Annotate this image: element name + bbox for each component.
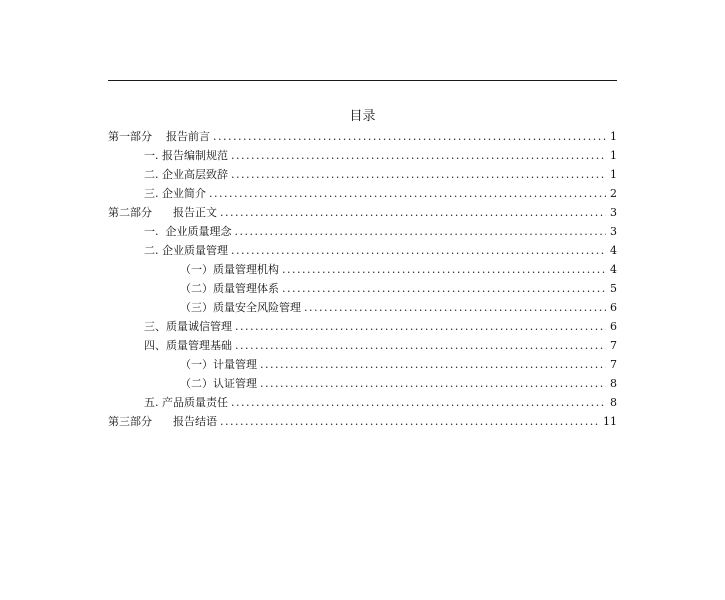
dot-leader <box>231 146 606 165</box>
dot-leader <box>260 355 606 374</box>
toc-entry-certification[interactable] <box>108 374 617 393</box>
dot-leader <box>231 393 606 412</box>
toc-entry-page: 1 <box>610 130 617 143</box>
toc-entry-label: （三）质量安全风险管理 <box>180 301 301 314</box>
toc-entry-label: 五. 产品质量责任 <box>144 396 228 409</box>
toc-entry-label: 一. 报告编制规范 <box>144 149 228 162</box>
toc-entry-label: 二. 企业高层致辞 <box>144 168 228 181</box>
toc-entry-page: 8 <box>610 396 617 409</box>
toc-entry-label: （二）认证管理 <box>180 377 257 390</box>
toc-entry-part-2[interactable] <box>108 203 617 222</box>
toc-entry-page: 11 <box>603 415 617 428</box>
toc-entry-part-1[interactable] <box>108 127 617 146</box>
toc-entry-label: 第三部分 报告结语 <box>108 415 217 428</box>
toc-entry-label: 三. 企业简介 <box>144 187 206 200</box>
toc-entry-page: 3 <box>610 225 617 238</box>
dot-leader <box>235 336 606 355</box>
toc-title: 目录 <box>349 109 376 124</box>
toc-entry-quality-system[interactable] <box>108 279 617 298</box>
dot-leader <box>231 241 606 260</box>
toc-entry-page: 1 <box>610 168 617 181</box>
dot-leader <box>231 165 606 184</box>
toc-entry-risk-management[interactable] <box>108 298 617 317</box>
toc-entry-label: 第二部分 报告正文 <box>108 206 217 219</box>
dot-leader <box>213 127 606 146</box>
dot-leader <box>282 279 606 298</box>
toc-entry-label: 三、质量诚信管理 <box>144 320 232 333</box>
toc-entry-page: 5 <box>610 282 617 295</box>
toc-entry-label: 四、质量管理基础 <box>144 339 232 352</box>
toc-entry-page: 7 <box>610 339 617 352</box>
dot-leader <box>282 260 606 279</box>
toc-entry-label: （二）质量管理体系 <box>180 282 279 295</box>
dot-leader <box>235 317 606 336</box>
dot-leader <box>209 184 606 203</box>
dot-leader <box>235 222 607 241</box>
toc-entry-page: 6 <box>610 320 617 333</box>
dot-leader <box>220 412 600 431</box>
toc-entry-page: 4 <box>610 244 617 257</box>
toc-entry-metrology[interactable] <box>108 355 617 374</box>
toc-entry-product-responsibility[interactable] <box>108 393 617 412</box>
toc-entry-page: 8 <box>610 377 617 390</box>
toc-entry-page: 7 <box>610 358 617 371</box>
toc-entry-label: 二. 企业质量管理 <box>144 244 228 257</box>
dot-leader <box>260 374 606 393</box>
toc-entry-page: 4 <box>610 263 617 276</box>
toc-entry-quality-management[interactable] <box>108 241 617 260</box>
dot-leader <box>304 298 606 317</box>
toc-entry-quality-organization[interactable] <box>108 260 617 279</box>
toc-entry-quality-integrity[interactable] <box>108 317 617 336</box>
toc-entry-label: （一）计量管理 <box>180 358 257 371</box>
toc-entry-company-profile[interactable] <box>108 184 617 203</box>
toc-entry-executive-address[interactable] <box>108 165 617 184</box>
toc-entry-page: 1 <box>610 149 617 162</box>
toc-entry-page: 6 <box>610 301 617 314</box>
header-rule <box>108 80 617 81</box>
toc-entry-quality-philosophy[interactable] <box>108 222 617 241</box>
dot-leader <box>220 203 606 222</box>
toc-entry-label: 一. 企业质量理念 <box>144 225 232 238</box>
toc-entry-quality-foundation[interactable] <box>108 336 617 355</box>
toc-entry-label: （一）质量管理机构 <box>180 263 279 276</box>
toc-entry-report-standard[interactable] <box>108 146 617 165</box>
toc-entry-part-3[interactable] <box>108 412 617 431</box>
toc-entry-label: 第一部分 报告前言 <box>108 130 210 143</box>
table-of-contents <box>108 127 617 431</box>
toc-entry-page: 3 <box>610 206 617 219</box>
toc-entry-page: 2 <box>610 187 617 200</box>
